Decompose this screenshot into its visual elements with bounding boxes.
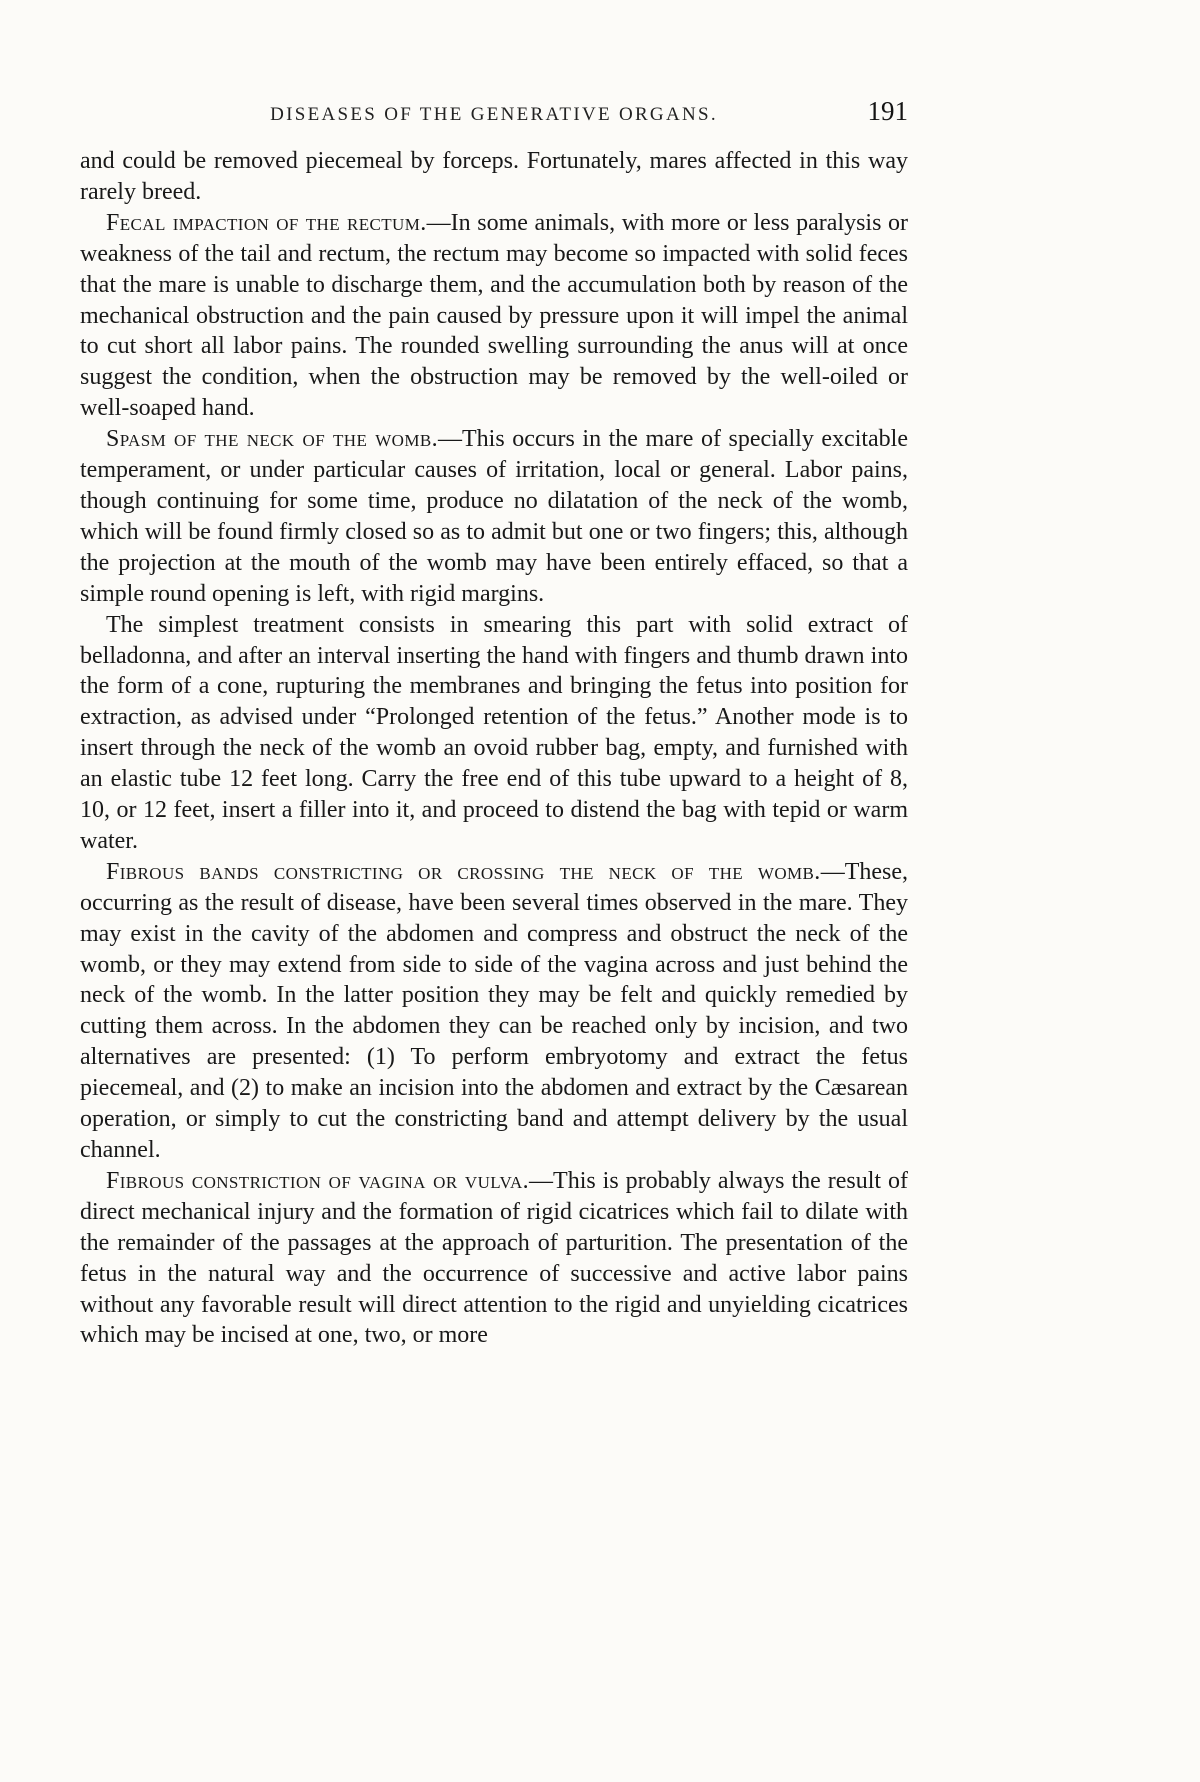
text-column: [80, 146, 908, 1351]
section-heading: Fecal impaction of the rectum.: [106, 209, 427, 236]
running-title: DISEASES OF THE GENERATIVE ORGANS.: [270, 104, 718, 125]
paragraph-text: —This is probably always the result of direct mechanical injury and the formation of rigid cicatrices which fail to dilate with the remainder of the passages at the approach of parturition. The presentation of the fetus in the natural way and the occurrence of successive and active labor pains without any favorable result will direct attention to the rigid and unyielding cicatrices which may be incised at one, two, or more: [80, 1167, 908, 1349]
section-heading: Spasm of the neck of the womb.: [106, 426, 438, 453]
page-number: 191: [867, 96, 908, 126]
paragraph: [80, 146, 908, 208]
paragraph-text: and could be removed piecemeal by forceps. Fortunately, mares affected in this way rarely breed.: [80, 148, 908, 205]
page-header: [80, 96, 908, 132]
paragraph: [80, 857, 908, 1166]
paragraph-text: —This occurs in the mare of specially excitable temperament, or under particular causes of irritation, local or general. Labor pains, though continuing for some time, produce no dilatation of the neck of the womb, which will be found firmly closed so as to admit but one or two fingers; this, although the projection at the mouth of the womb may have been entirely effaced, so that a simple round opening is left, with rigid margins.: [80, 426, 909, 607]
book-page: [80, 96, 908, 1351]
paragraph: [80, 208, 908, 424]
paragraph-text: —In some animals, with more or less paralysis or weakness of the tail and rectum, the rectum may become so impacted with solid feces that the mare is unable to discharge them, and the accumulation both by reason of the mechanical obstruction and the pain caused by pressure upon it will impel the animal to cut short all labor pains. The rounded swelling surrounding the anus will at once suggest the condition, when the obstruction may be removed by the well-oiled or well-soaped hand.: [80, 209, 909, 422]
paragraph: [80, 1166, 908, 1351]
section-heading: Fibrous bands constricting or crossing the neck of the womb.: [106, 858, 821, 885]
paragraph-text: —These, occurring as the result of disease, have been several times observed in the mare. They may exist in the cavity of the abdomen and compress and obstruct the neck of the womb, or they may extend from side to side of the vagina across and just behind the neck of the womb. In the latter position they may be felt and quickly remedied by cutting them across. In the abdomen they can be reached only by incision, and two alternatives are presented: (1) To perform embryotomy and extract the fetus piecemeal, and (2) to make an incision into the abdomen and extract by the Cæsarean operation, or simply to cut the constricting band and attempt delivery by the usual channel.: [80, 858, 908, 1163]
section-heading: Fibrous constriction of vagina or vulva.: [106, 1167, 530, 1194]
paragraph-text: The simplest treatment consists in smearing this part with solid extract of belladonna, and after an interval inserting the hand with fingers and thumb drawn into the form of a cone, rupturing the membranes and bringing the fetus into position for extraction, as advised under “Prolonged retention of the fetus.” Another mode is to insert through the neck of the womb an ovoid rubber bag, empty, and furnished with an elastic tube 12 feet long. Carry the free end of this tube upward to a height of 8, 10, or 12 feet, insert a filler into it, and proceed to distend the bag with tepid or warm water.: [80, 611, 908, 854]
paragraph: [80, 610, 908, 857]
paragraph: [80, 424, 908, 609]
